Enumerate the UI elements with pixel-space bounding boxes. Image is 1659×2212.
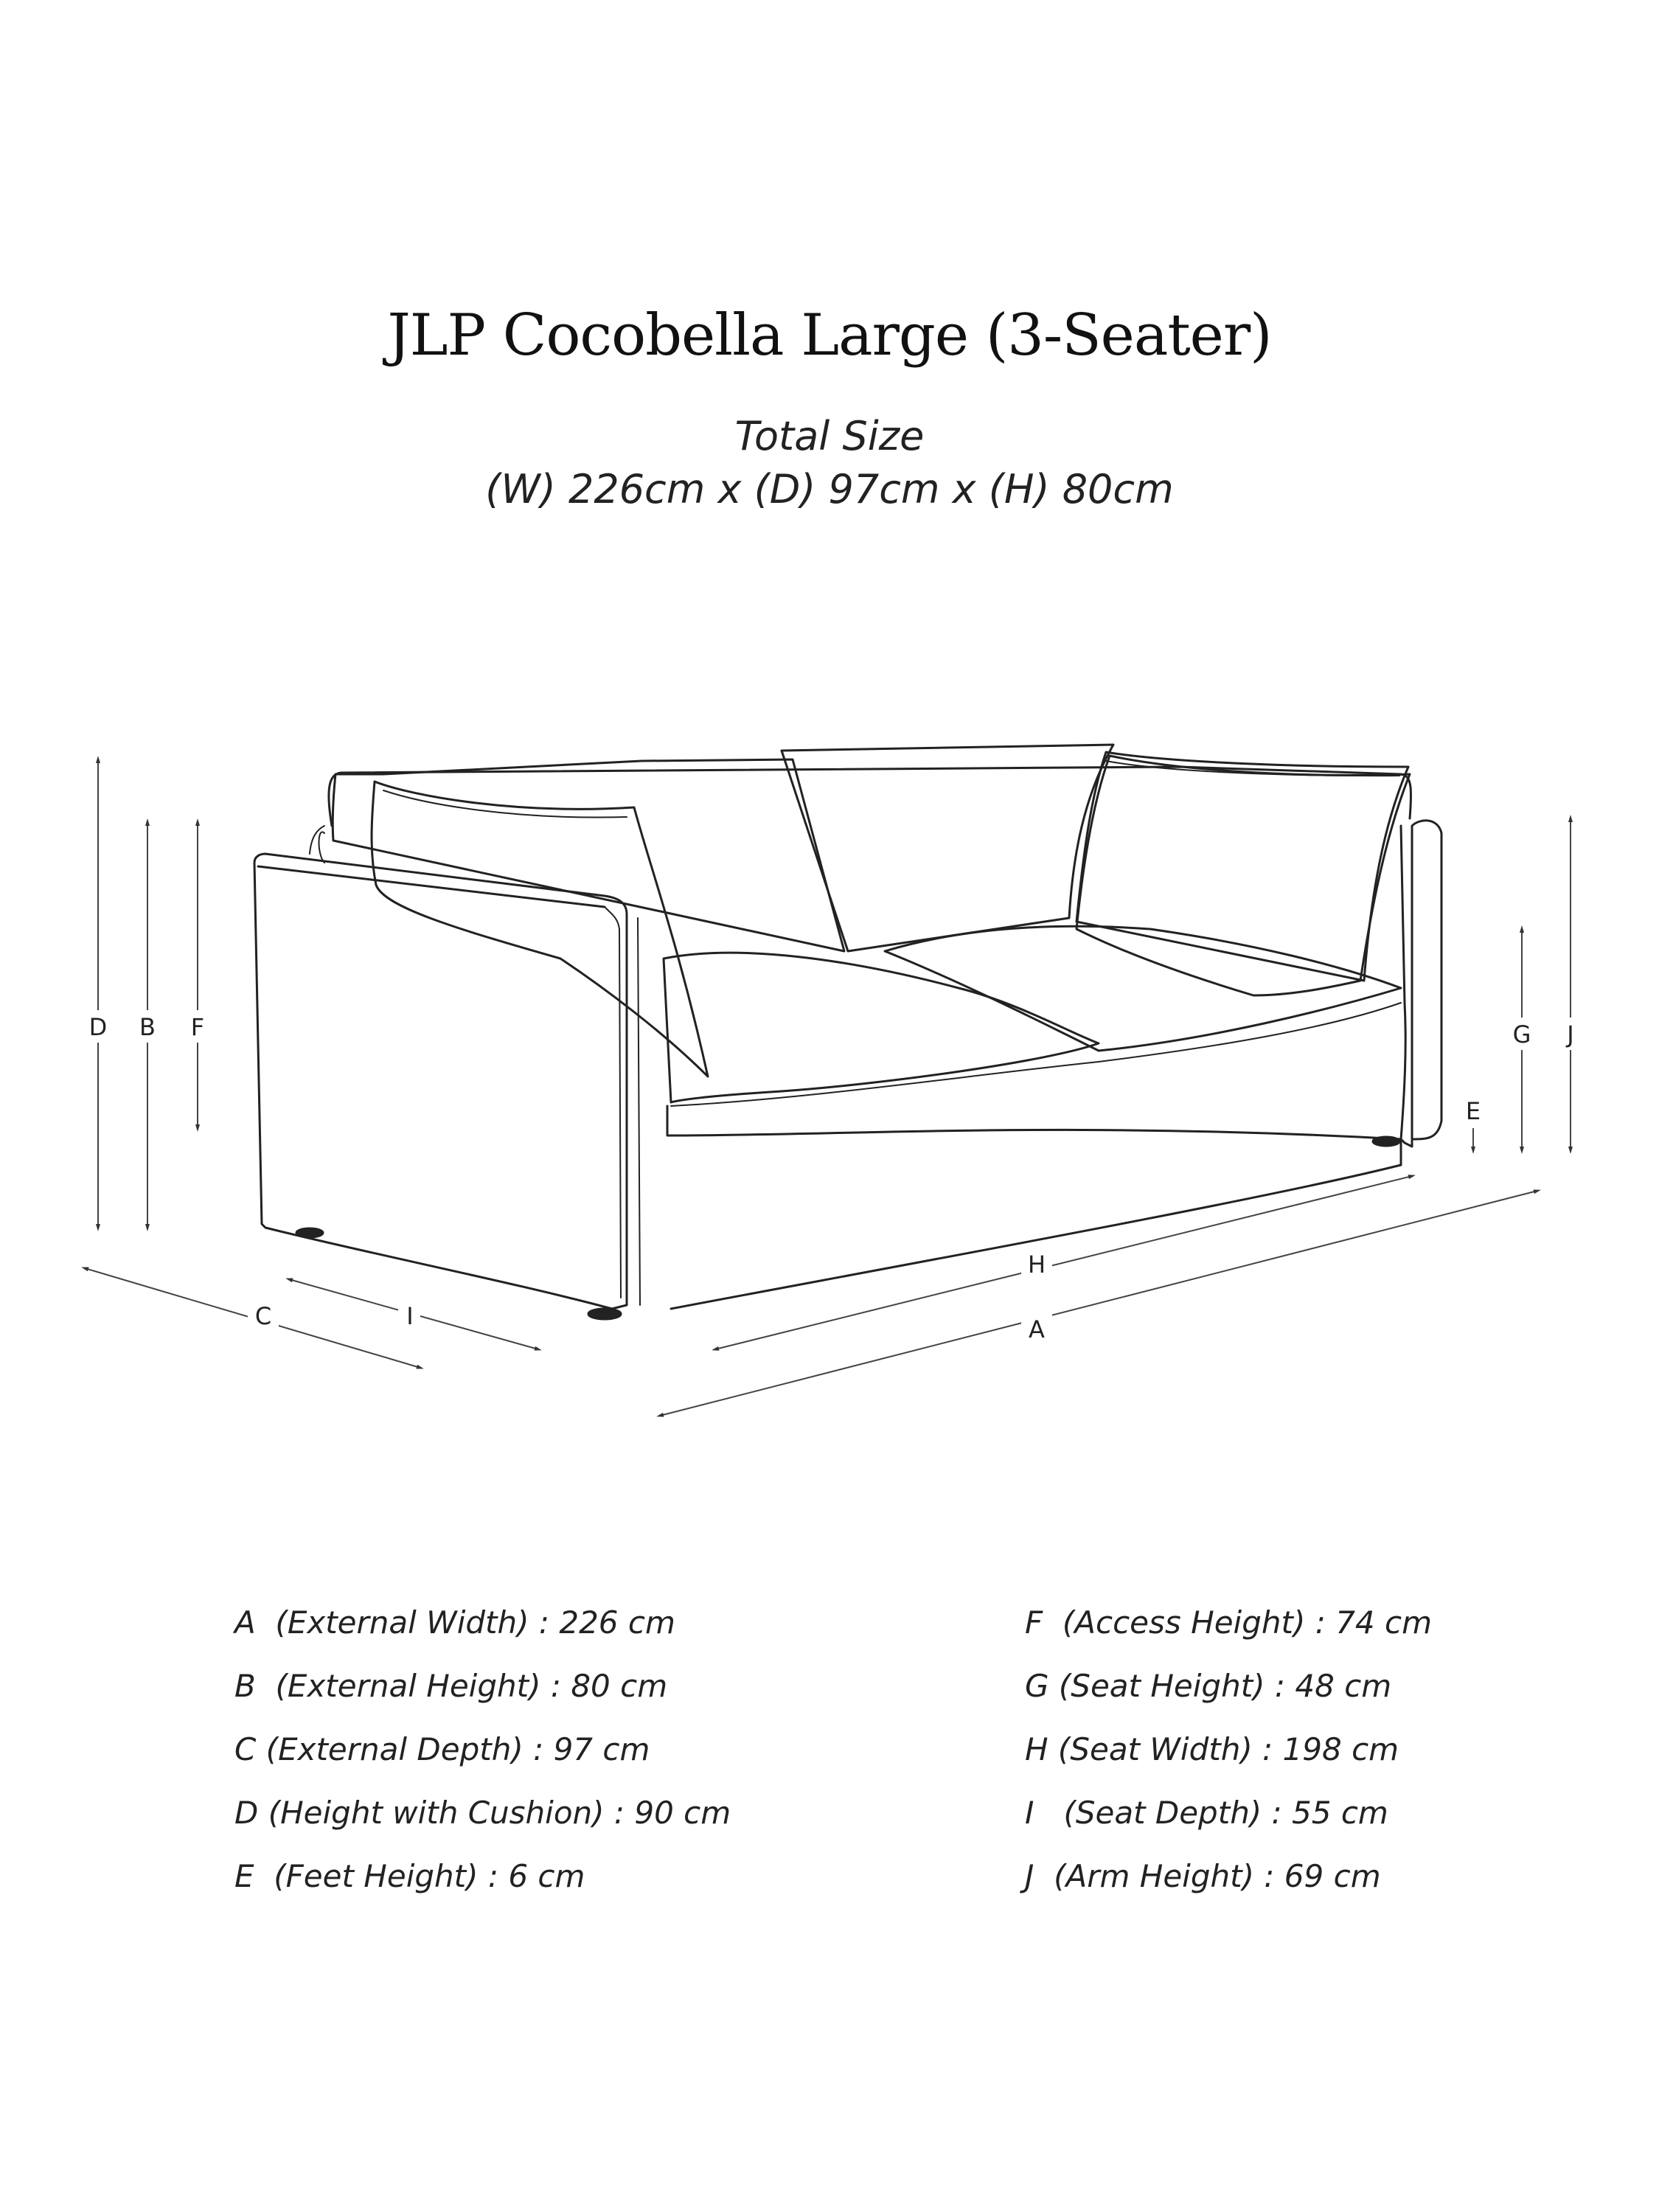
legend-item-H: H (Seat Width) : 198 cm — [1025, 1731, 1399, 1767]
dim-label-A: A — [1029, 1315, 1045, 1343]
sofa-back-frame — [329, 767, 1411, 826]
diagram-title: JLP Cocobella Large (3-Seater) — [387, 302, 1272, 369]
scatter-cushion-right — [1077, 756, 1410, 995]
scatter-cushion-left — [372, 782, 708, 1077]
dim-label-I: I — [406, 1302, 414, 1330]
foot-front-left — [588, 1309, 621, 1319]
legend-item-J: J (Arm Height) : 69 cm — [1025, 1858, 1381, 1894]
foot-front-right — [1373, 1137, 1399, 1146]
dim-label-G: G — [1512, 1020, 1531, 1048]
legend-item-C: C (External Depth) : 97 cm — [234, 1731, 650, 1767]
total-size-label: Total Size — [734, 413, 925, 459]
legend-item-D: D (Height with Cushion) : 90 cm — [234, 1795, 731, 1831]
legend-item-E: E (Feet Height) : 6 cm — [234, 1858, 585, 1894]
right-arm — [1401, 821, 1441, 1147]
back-cushion-right — [1077, 752, 1408, 981]
dimension-labels — [85, 1010, 1584, 1345]
dim-label-F: F — [190, 1013, 205, 1041]
left-arm-front-panel — [605, 907, 640, 1305]
foot-back-left — [296, 1228, 323, 1237]
dimension-legend-right — [1025, 1599, 1432, 1916]
dim-line-H — [715, 1176, 1412, 1349]
legend-item-I: I (Seat Depth) : 55 cm — [1025, 1795, 1388, 1831]
legend-item-F: F (Access Height) : 74 cm — [1025, 1604, 1432, 1641]
sofa-illustration — [254, 745, 1441, 1319]
dim-line-A — [660, 1191, 1537, 1416]
dimension-legend-left — [234, 1599, 731, 1916]
seat-cushion-left — [664, 953, 1099, 1102]
legend-item-B: B (External Height) : 80 cm — [234, 1668, 668, 1704]
dim-label-D: D — [88, 1013, 108, 1041]
dim-label-B: B — [139, 1013, 156, 1041]
back-cushion-middle — [782, 745, 1113, 951]
dim-label-E: E — [1465, 1097, 1481, 1125]
dim-label-J: J — [1567, 1020, 1574, 1048]
left-arm-top-edge — [258, 866, 605, 907]
legend-item-G: G (Seat Height) : 48 cm — [1025, 1668, 1392, 1704]
dim-label-C: C — [254, 1302, 272, 1330]
legend-item-A: A (External Width) : 226 cm — [234, 1604, 675, 1641]
dim-label-H: H — [1027, 1251, 1046, 1279]
back-cushion-left — [333, 759, 844, 951]
total-size-value: (W) 226cm x (D) 97cm x (H) 80cm — [485, 466, 1174, 512]
left-arm-back-block — [310, 826, 324, 863]
